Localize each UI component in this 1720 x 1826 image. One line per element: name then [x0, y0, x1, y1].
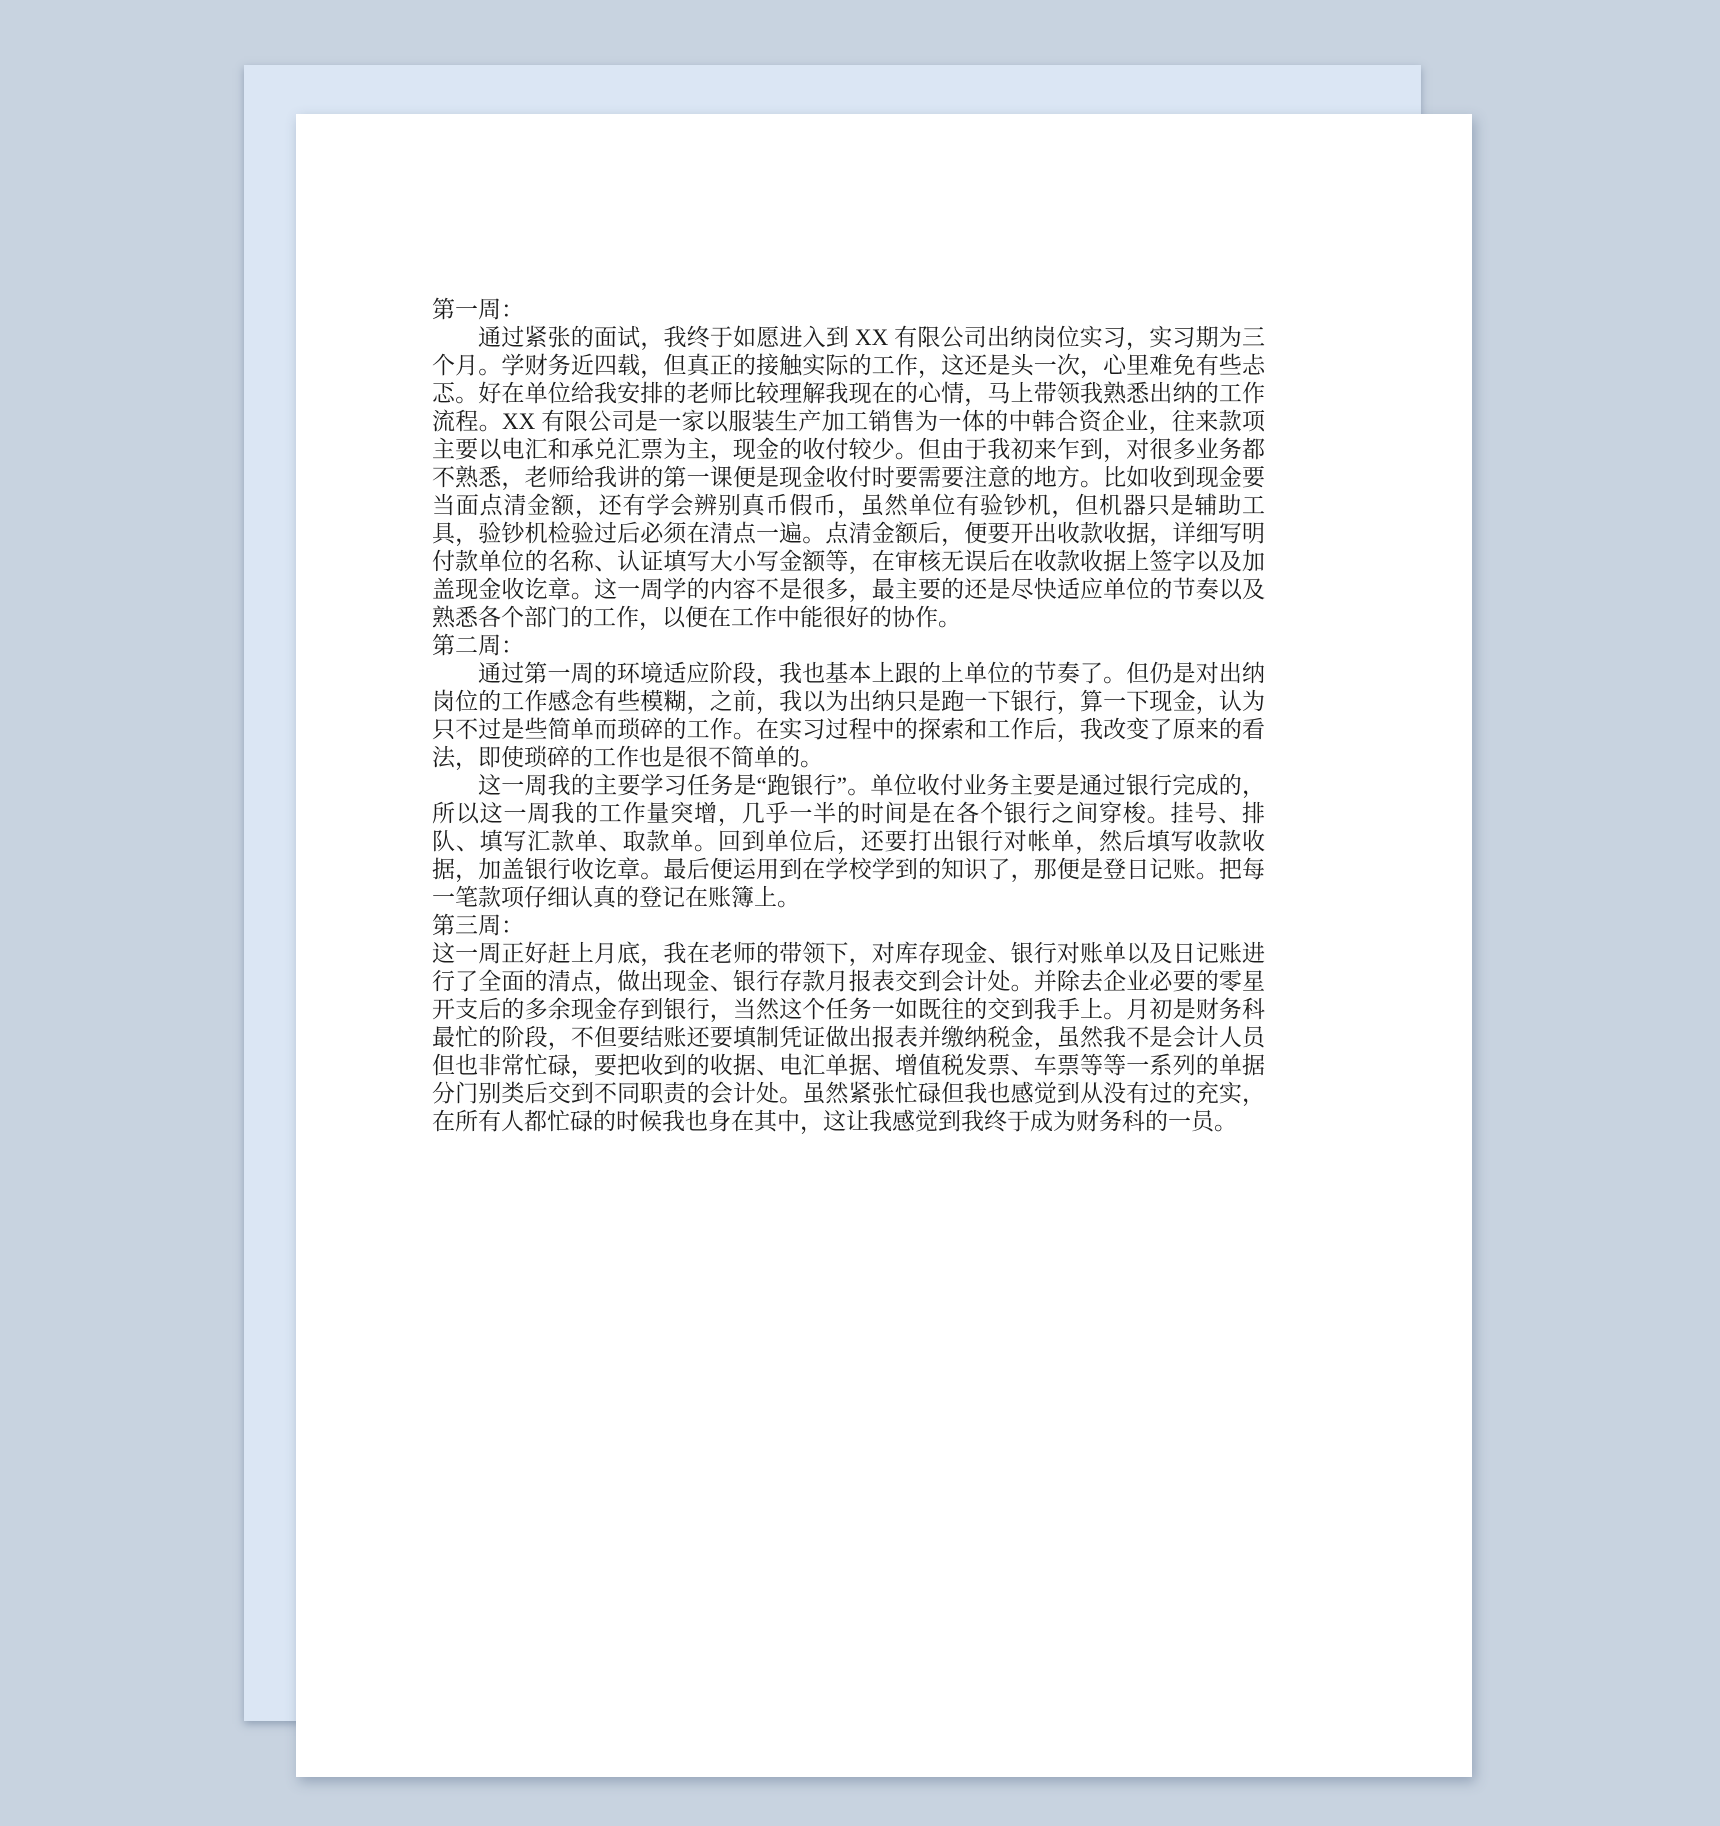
week-2-paragraph-2: 这一周我的主要学习任务是“跑银行”。单位收付业务主要是通过银行完成的，所以这一周我的工作量突增，几乎一半的时间是在各个银行之间穿梭。挂号、排队、填写汇款单、取款单。回到单位后，还要打出银行对帐单，然后填写收款收据，加盖银行收讫章。最后便运用到在学校学到的知识了，那便是登日记账。把每一笔款项仔细认真的登记在账簿上。 — [432, 773, 1265, 910]
week-2-heading: 第二周： — [432, 633, 524, 658]
document-content — [296, 114, 1472, 1777]
week-3-heading: 第三周： — [432, 913, 524, 938]
week-3-paragraph: 这一周正好赶上月底，我在老师的带领下，对库存现金、银行对账单以及日记账进行了全面的清点，做出现金、银行存款月报表交到会计处。并除去企业必要的零星开支后的多余现金存到银行，当然这个任务一如既往的交到我手上。月初是财务科最忙的阶段，不但要结账还要填制凭证做出报表并缴纳税金，虽然我不是会计人员但也非常忙碌，要把收到的收据、电汇单据、增值税发票、车票等等一系列的单据分门别类后交到不同职责的会计处。虽然紧张忙碌但我也感觉到从没有过的充实，在所有人都忙碌的时候我也身在其中，这让我感觉到我终于成为财务科的一员。 — [432, 941, 1265, 1134]
week-1-paragraph: 通过紧张的面试，我终于如愿进入到 XX 有限公司出纳岗位实习，实习期为三个月。学财务近四载，但真正的接触实际的工作，这还是头一次，心里难免有些忐忑。好在单位给我安排的老师比较理解我现在的心情，马上带领我熟悉出纳的工作流程。XX 有限公司是一家以服装生产加工销售为一体的中韩合资企业，往来款项主要以电汇和承兑汇票为主，现金的收付较少。但由于我初来乍到，对很多业务都不熟悉，老师给我讲的第一课便是现金收付时要需要注意的地方。比如收到现金要当面点清金额，还有学会辨别真币假币，虽然单位有验钞机，但机器只是辅助工具，验钞机检验过后必须在清点一遍。点清金额后，便要开出收款收据，详细写明付款单位的名称、认证填写大小写金额等，在审核无误后在收款收据上签字以及加盖现金收讫章。这一周学的内容不是很多，最主要的还是尽快适应单位的节奏以及熟悉各个部门的工作，以便在工作中能很好的协作。 — [432, 325, 1265, 630]
week-2-paragraph-1: 通过第一周的环境适应阶段，我也基本上跟的上单位的节奏了。但仍是对出纳岗位的工作感念有些模糊，之前，我以为出纳只是跑一下银行，算一下现金，认为只不过是些简单而琐碎的工作。在实习过程中的探索和工作后，我改变了原来的看法，即使琐碎的工作也是很不简单的。 — [432, 661, 1265, 770]
document-page — [296, 114, 1472, 1777]
week-1-heading: 第一周： — [432, 297, 524, 322]
